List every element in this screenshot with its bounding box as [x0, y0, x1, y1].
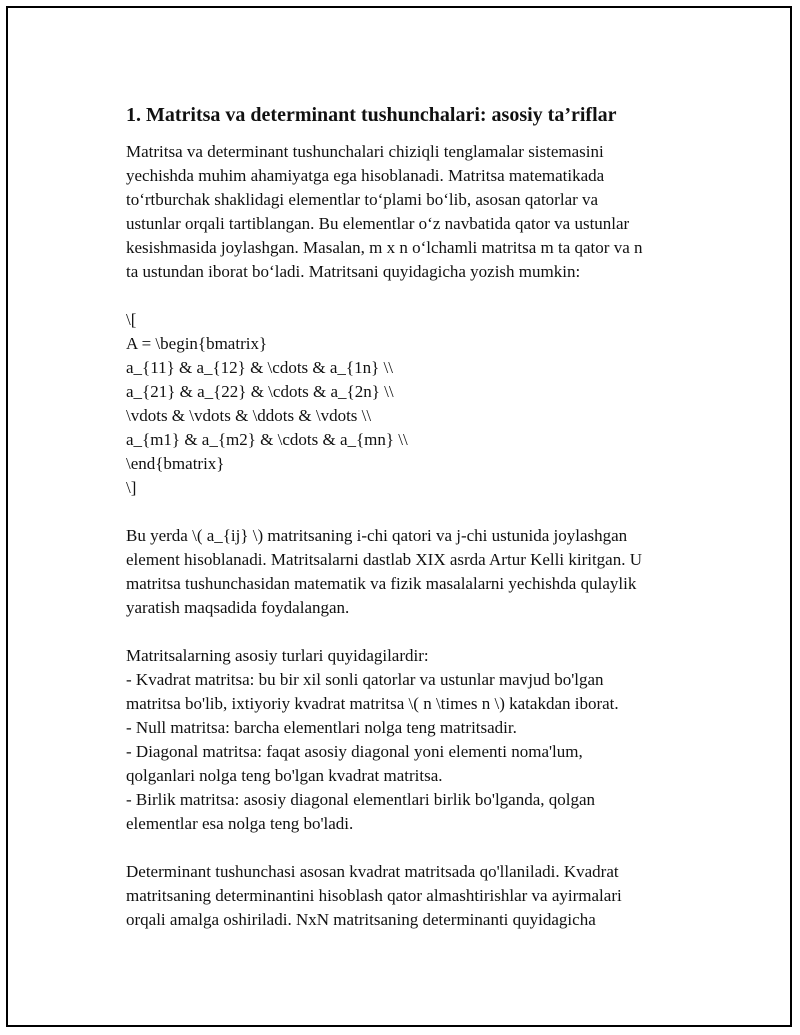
formula-line: \vdots & \vdots & \ddots & \vdots \\ [126, 406, 372, 425]
formula-line: A = \begin{bmatrix} [126, 334, 268, 353]
list-item: matritsa bo'lib, ixtiyoriy kvadrat matritsa \( n \times n \) katakdan iborat. [126, 694, 619, 713]
list-item: - Kvadrat matritsa: bu bir xil sonli qatorlar va ustunlar mavjud bo'lgan [126, 670, 604, 689]
formula-line: \[ [126, 310, 137, 329]
section-heading: 1. Matritsa va determinant tushunchalari: asosiy ta’riflar [126, 104, 617, 126]
text-line: to‘rtburchak shaklidagi elementlar to‘plami bo‘lib, asosan qatorlar va [126, 190, 599, 209]
paragraph-determinant [126, 860, 696, 932]
formula-line: a_{m1} & a_{m2} & \cdots & a_{mn} \\ [126, 430, 408, 449]
matrix-types-list [126, 644, 696, 836]
blank-line [126, 500, 696, 524]
paragraph-element-definition [126, 524, 696, 620]
document-body [126, 102, 696, 932]
text-line: ta ustundan iborat bo‘ladi. Matritsani quyidagicha yozish mumkin: [126, 262, 581, 281]
page-frame [6, 6, 792, 1027]
blank-line [126, 836, 696, 860]
list-item: - Birlik matritsa: asosiy diagonal elementlari birlik bo'lganda, qolgan [126, 790, 596, 809]
list-intro: Matritsalarning asosiy turlari quyidagilardir: [126, 646, 429, 665]
paragraph-intro [126, 140, 696, 284]
text-line: yechishda muhim ahamiyatga ega hisoblanadi. Matritsa matematikada [126, 166, 605, 185]
text-line: kesishmasida joylashgan. Masalan, m x n o‘lchamli matritsa m ta qator va n [126, 238, 643, 257]
text-line: Bu yerda \( a_{ij} \) matritsaning i-chi qatori va j-chi ustunida joylashgan [126, 526, 628, 545]
text-line: Determinant tushunchasi asosan kvadrat matritsada qo'llaniladi. Kvadrat [126, 862, 619, 881]
text-line: matritsaning determinantini hisoblash qator almashtirishlar va ayirmalari [126, 886, 622, 905]
matrix-formula [126, 308, 696, 500]
text-line: element hisoblanadi. Matritsalarni dastlab XIX asrda Artur Kelli kiritgan. U [126, 550, 643, 569]
blank-line [126, 284, 696, 308]
list-item: elementlar esa nolga teng bo'ladi. [126, 814, 354, 833]
text-line: Matritsa va determinant tushunchalari chiziqli tenglamalar sistemasini [126, 142, 604, 161]
text-line: matritsa tushunchasidan matematik va fizik masalalarni yechishda qulaylik [126, 574, 637, 593]
formula-line: a_{21} & a_{22} & \cdots & a_{2n} \\ [126, 382, 394, 401]
formula-line: \] [126, 478, 137, 497]
list-item: - Diagonal matritsa: faqat asosiy diagonal yoni elementi noma'lum, [126, 742, 583, 761]
formula-line: a_{11} & a_{12} & \cdots & a_{1n} \\ [126, 358, 393, 377]
list-item: qolganlari nolga teng bo'lgan kvadrat matritsa. [126, 766, 443, 785]
list-item: - Null matritsa: barcha elementlari nolga teng matritsadir. [126, 718, 517, 737]
blank-line [126, 620, 696, 644]
text-line: ustunlar orqali tartiblangan. Bu elementlar o‘z navbatida qator va ustunlar [126, 214, 630, 233]
text-line: orqali amalga oshiriladi. NxN matritsaning determinanti quyidagicha [126, 910, 596, 929]
text-line: yaratish maqsadida foydalangan. [126, 598, 350, 617]
formula-line: \end{bmatrix} [126, 454, 225, 473]
